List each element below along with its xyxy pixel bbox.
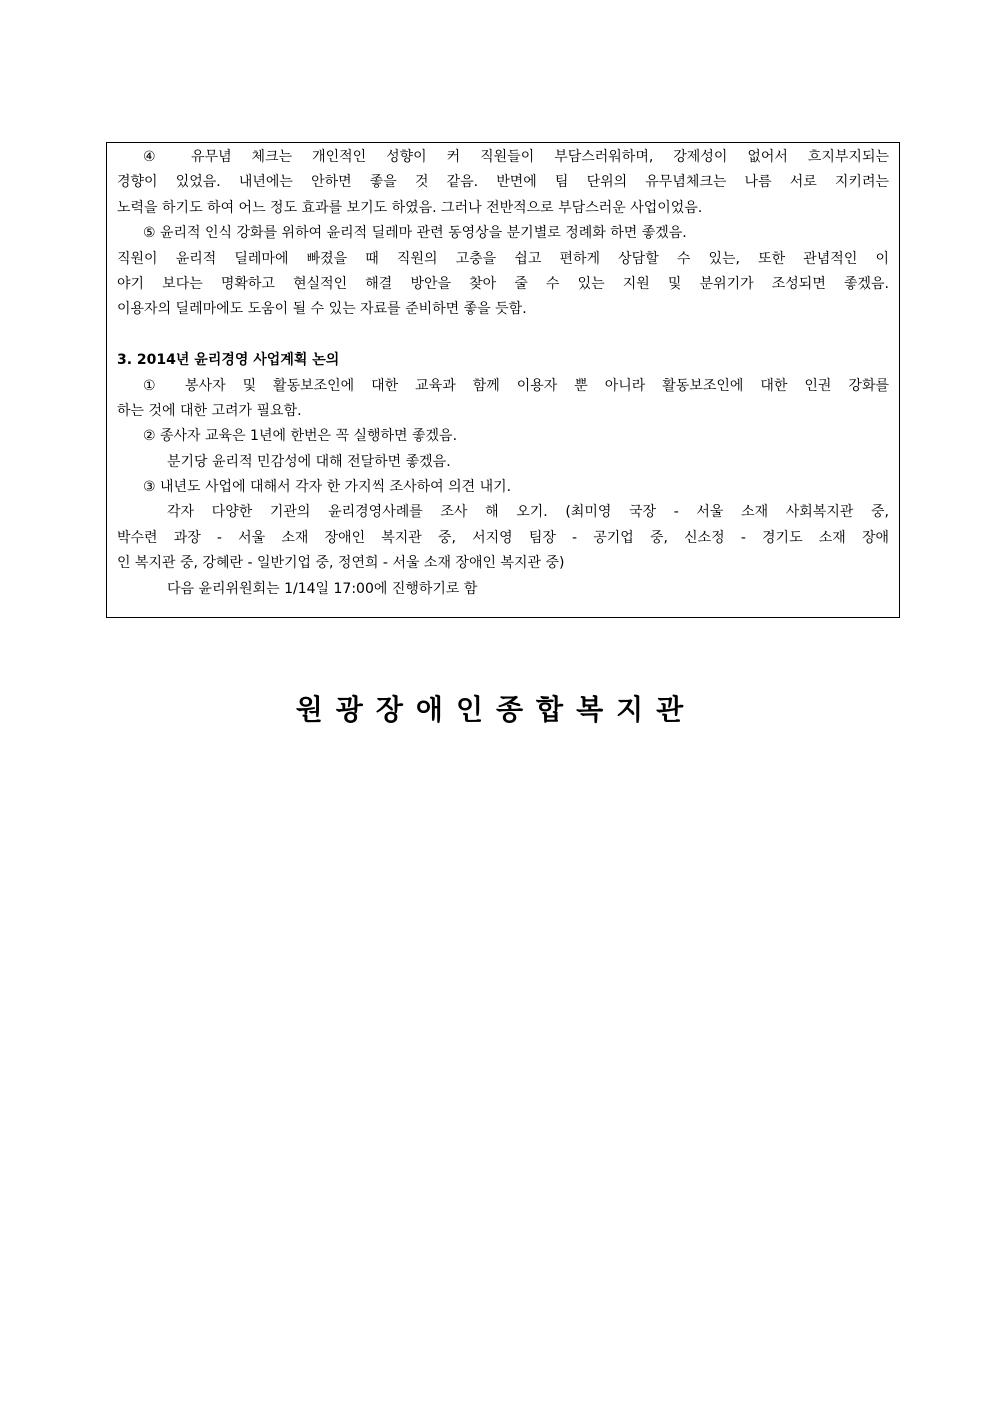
item-4-line-2: 경향이 있었음. 내년에는 안하면 좋을 것 같음. 반면에 팀 단위의 유무념체크는 나름 서로 지키려는 (117, 174, 889, 191)
minutes-content-box (106, 142, 900, 618)
item-4-line-1: ④ 유무념 체크는 개인적인 성향이 커 직원들이 부담스러워하며, 강제성이 없어서 흐지부지되는 (143, 149, 889, 165)
plan-item-3-line-3: 박수련 과장 - 서울 소재 장애인 복지관 중, 서지영 팀장 - 공기업 중, 신소정 - 경기도 소재 장애 (117, 529, 889, 546)
plan-item-2-line-1: ② 종사자 교육은 1년에 한번은 꼭 실행하면 좋겠음. (143, 428, 458, 445)
blank-line (117, 323, 889, 348)
plan-item-3-line-4: 인 복지관 중, 강혜란 - 일반기업 중, 정연희 - 서울 소재 장애인 복지관 중) (117, 555, 565, 572)
plan-item-3-line-2: 각자 다양한 기관의 윤리경영사례를 조사 해 오기. (최미영 국장 - 서울 소재 사회복지관 중, (167, 504, 889, 521)
item-5-line-3: 야기 보다는 명확하고 현실적인 해결 방안을 찾아 줄 수 있는 지원 및 분위기가 조성되면 좋겠음. (117, 275, 889, 292)
item-5-line-2: 직원이 윤리적 딜레마에 빠졌을 때 직원의 고충을 쉽고 편하게 상담할 수 있는, 또한 관념적인 이 (117, 250, 889, 267)
item-4-line-3: 노력을 하기도 하여 어느 정도 효과를 보기도 하였음. 그러나 전반적으로 부담스러운 사업이었음. (117, 199, 703, 216)
organization-name: 원광장애인종합복지관 (295, 693, 697, 726)
plan-item-1-line-2: 하는 것에 대한 고려가 필요함. (117, 402, 302, 419)
plan-item-3-line-1: ③ 내년도 사업에 대해서 각자 한 가지씩 조사하여 의견 내기. (143, 479, 512, 496)
item-5-line-1: ⑤ 윤리적 인식 강화를 위하여 윤리적 딜레마 관련 동영상을 분기별로 정례화 하면 좋겠음. (143, 225, 687, 242)
section-3-heading: 3. 2014년 윤리경영 사업계획 논의 (117, 352, 340, 369)
plan-item-1-line-1: ① 봉사자 및 활동보조인에 대한 교육과 함께 이용자 뿐 아니라 활동보조인에 대한 인권 강화를 (143, 377, 889, 394)
next-meeting-note: 다음 윤리위원회는 1/14일 17:00에 진행하기로 함 (167, 580, 478, 597)
plan-item-2-line-2: 분기당 윤리적 민감성에 대해 전달하면 좋겠음. (167, 453, 451, 470)
item-5-line-4: 이용자의 딜레마에도 도움이 될 수 있는 자료를 준비하면 좋을 듯함. (117, 301, 527, 318)
